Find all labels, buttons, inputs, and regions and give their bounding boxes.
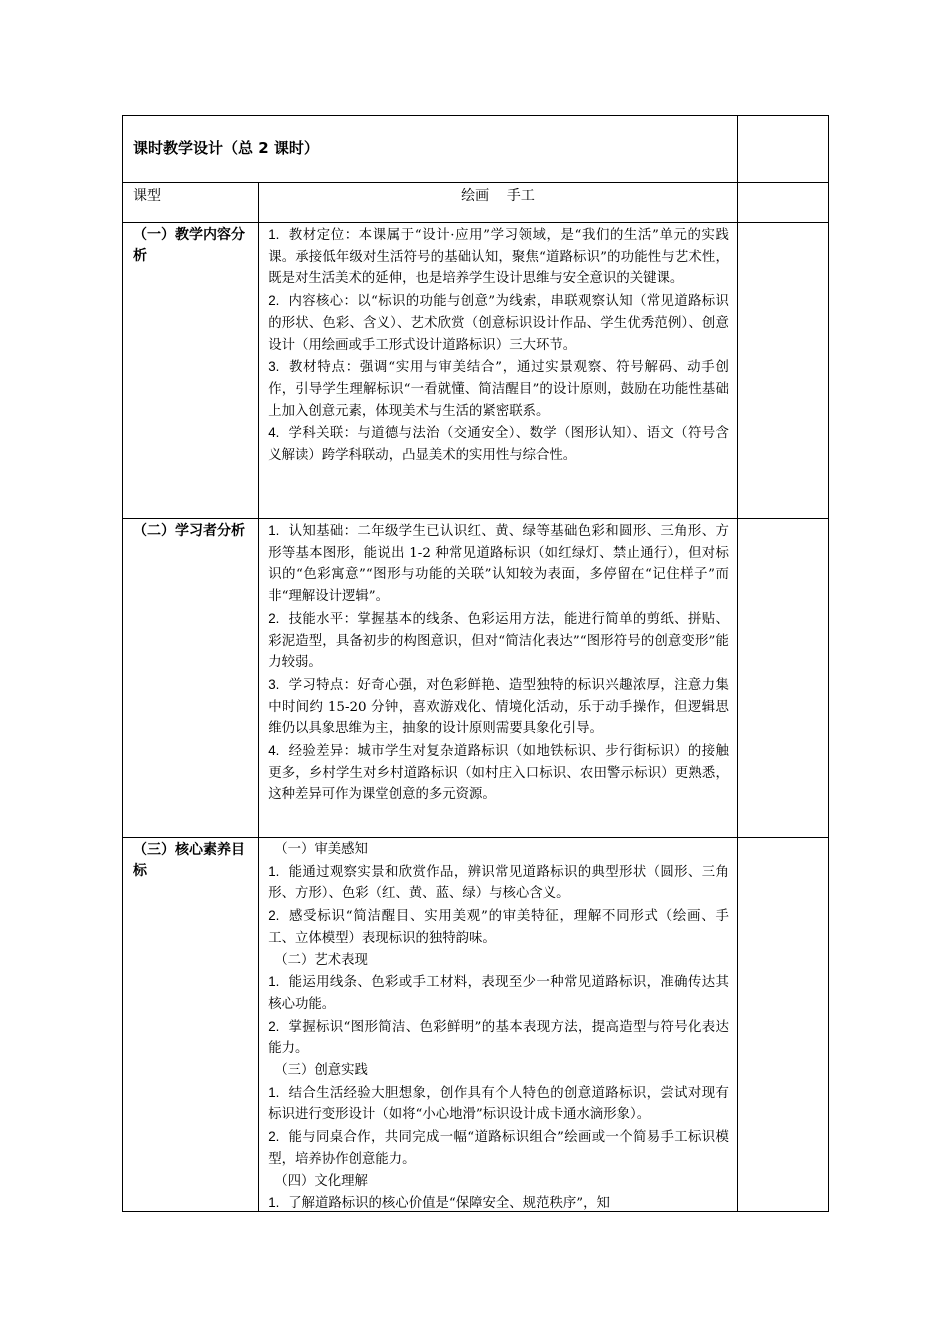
lesson-type-label-cell — [123, 183, 259, 223]
list-item: 2. 技能水平：掌握基本的线条、色彩运用方法，能进行简单的剪纸、拼贴、彩泥造型，具备初步的构图意识，但对“简洁化表达”“图形符号的创意变形”能力较弱。 — [268, 610, 729, 671]
learner-analysis-body — [259, 519, 737, 806]
section-label-cell — [123, 223, 259, 519]
list-item: 2. 能与同桌合作，共同完成一幅“道路标识组合”绘画或一个简易手工标识模型，培养协作创意能力。 — [268, 1129, 729, 1167]
page-title: 课时教学设计（总 2 课时） — [133, 139, 319, 157]
list-item: 2. 掌握标识“图形简洁、色彩鲜明”的基本表现方法，提高造型与符号化表达能力。 — [268, 1018, 729, 1057]
section-body-cell — [259, 223, 738, 519]
section-label-content-analysis: （一）教学内容分析 — [133, 227, 245, 264]
core-literacy-body — [259, 838, 737, 1211]
list-item: 2. 感受标识“简洁醒目、实用美观”的审美特征，理解不同形式（绘画、手工、立体模型）表现标识的独特韵味。 — [268, 908, 729, 946]
list-item: 1. 了解道路标识的核心价值是“保障安全、规范秩序”，知 — [268, 1195, 610, 1211]
lesson-type-label: 课型 — [133, 188, 161, 204]
subsection-heading: （一）审美感知 — [274, 842, 368, 857]
lesson-design-table — [122, 115, 829, 1212]
list-item: 1. 教材定位：本课属于“设计·应用”学习领域，是“我们的生活”单元的实践课。承接低年级对生活符号的基础认知，聚焦“道路标识”的功能性与艺术性，既是对生活美术的延伸，也是培养学生设计思维与安全意识的关键课。 — [268, 227, 729, 287]
section-body-cell — [259, 519, 738, 838]
lesson-type-side-cell — [737, 183, 828, 223]
subsection-heading: （三）创意实践 — [274, 1063, 368, 1079]
list-item: 1. 认知基础：二年级学生已认识红、黄、绿等基础色彩和圆形、三角形、方形等基本图形，能说出 1-2 种常见道路标识（如红绿灯、禁止通行），但对标识的“色彩寓意”“图形与功能的关联”认知较为表面，多停留在“记住样子”而非“理解设计逻辑”。 — [268, 523, 729, 605]
section-label-core-literacy: （三）核心素养目标 — [133, 842, 245, 879]
title-side-cell — [737, 116, 828, 183]
lesson-type-value-cell — [259, 183, 738, 223]
section-label-learner-analysis: （二）学习者分析 — [133, 523, 245, 539]
section-side-cell — [737, 519, 828, 838]
list-item: 1. 能运用线条、色彩或手工材料，表现至少一种常见道路标识，准确传达其核心功能。 — [268, 974, 729, 1012]
list-item: 1. 结合生活经验大胆想象，创作具有个人特色的创意道路标识，尝试对现有标识进行变形设计（如将“小心地滑”标识设计成卡通水滴形象）。 — [268, 1084, 729, 1123]
section-label-cell — [123, 838, 259, 1212]
section-body-cell — [259, 838, 738, 1212]
list-item: 3. 教材特点：强调“实用与审美结合”，通过实景观察、符号解码、动手创作，引导学生理解标识“一看就懂、简洁醒目”的设计原则，鼓励在功能性基础上加入创意元素，体现美术与生活的紧密联系。 — [268, 359, 729, 419]
content-analysis-body — [259, 223, 737, 467]
title-cell — [123, 116, 738, 183]
list-item: 1. 能通过观察实景和欣赏作品，辨识常见道路标识的典型形状（圆形、三角形、方形）、色彩（红、黄、蓝、绿）与核心含义。 — [268, 863, 729, 902]
list-item: 2. 内容核心：以“标识的功能与创意”为线索，串联观察认知（常见道路标识的形状、色彩、含义）、艺术欣赏（创意标识设计作品、学生优秀范例）、创意设计（用绘画或手工形式设计道路标识）三大环节。 — [268, 293, 729, 353]
section-label-cell — [123, 519, 259, 838]
section-side-cell — [737, 838, 828, 1212]
section-side-cell — [737, 223, 828, 519]
list-item: 3. 学习特点：好奇心强，对色彩鲜艳、造型独特的标识兴趣浓厚，注意力集中时间约 15-20 分钟，喜欢游戏化、情境化活动，乐于动手操作，但逻辑思维仍以具象思维为主，抽象的设计原则需要具象化引导。 — [268, 676, 729, 737]
list-item: 4. 学科关联：与道德与法治（交通安全）、数学（图形认知）、语文（符号含义解读）跨学科联动，凸显美术的实用性与综合性。 — [268, 425, 729, 464]
list-item: 4. 经验差异：城市学生对复杂道路标识（如地铁标识、步行街标识）的接触更多，乡村学生对乡村道路标识（如村庄入口标识、农田警示标识）更熟悉，这种差异可作为课堂创意的多元资源。 — [268, 743, 729, 803]
subsection-heading: （二）艺术表现 — [274, 952, 368, 968]
subsection-heading: （四）文化理解 — [274, 1173, 368, 1189]
lesson-type-value: 绘画 手工 — [461, 188, 535, 204]
